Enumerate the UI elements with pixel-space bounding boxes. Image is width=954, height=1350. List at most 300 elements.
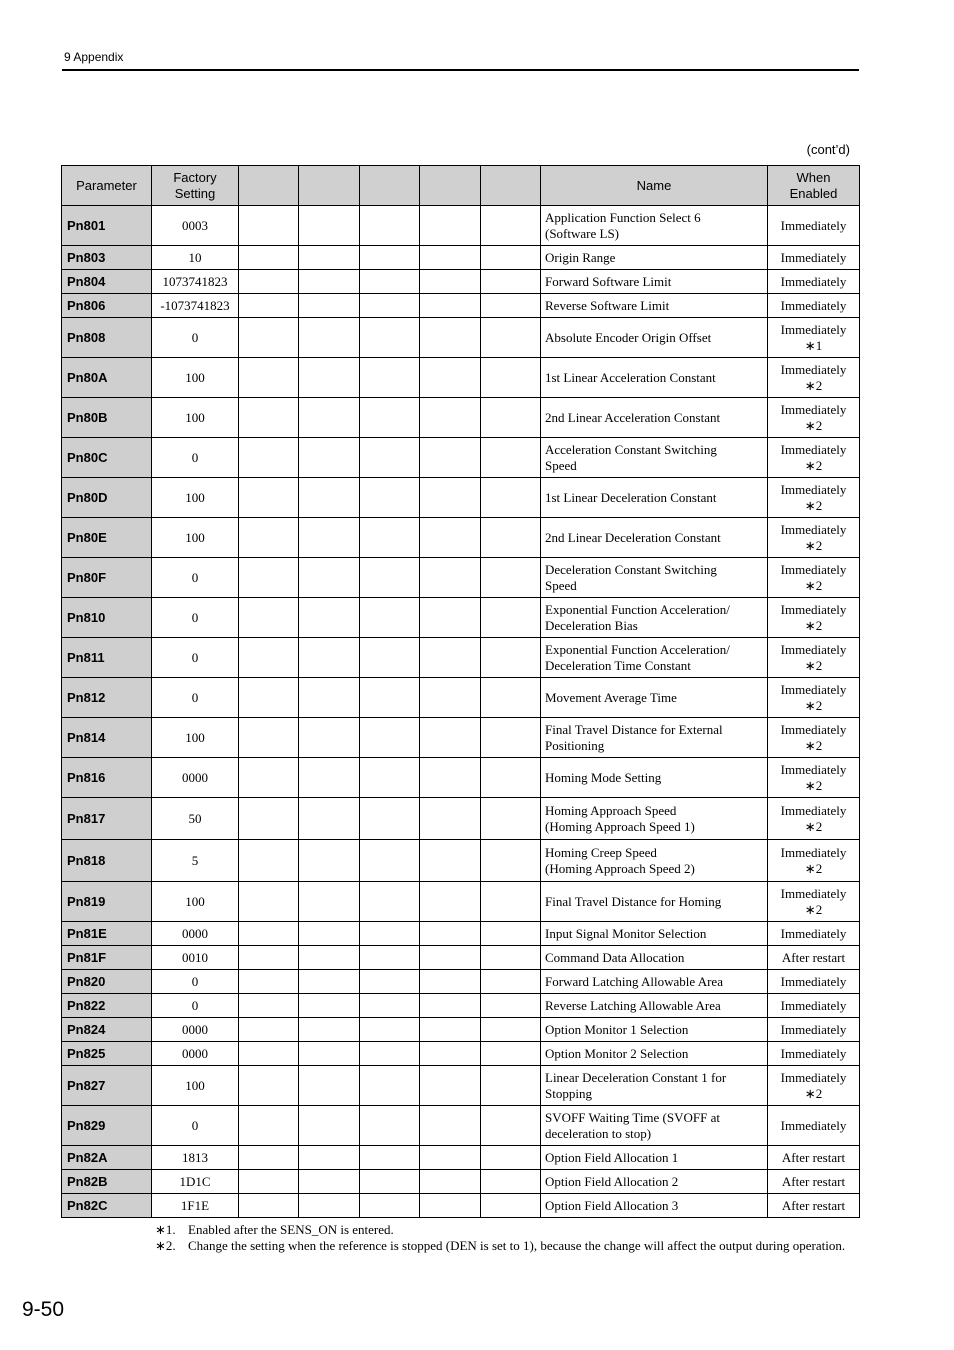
blank-cell (420, 758, 481, 798)
footnote-2 (155, 1238, 855, 1254)
blank-cell (481, 798, 541, 840)
table-row (62, 970, 860, 994)
blank-cell (299, 1170, 360, 1194)
name-cell: Forward Latching Allowable Area (541, 970, 768, 994)
parameter-table (61, 165, 860, 1218)
blank-cell (299, 1106, 360, 1146)
blank-cell (299, 922, 360, 946)
when-enabled-cell: Immediately ∗1 (768, 318, 860, 358)
blank-cell (299, 1146, 360, 1170)
parameter-cell: Pn810 (62, 598, 152, 638)
blank-cell (239, 294, 299, 318)
blank-cell (481, 1066, 541, 1106)
header-blank-2 (299, 166, 360, 206)
blank-cell (481, 922, 541, 946)
blank-cell (360, 1066, 420, 1106)
blank-cell (481, 478, 541, 518)
blank-cell (299, 558, 360, 598)
blank-cell (481, 598, 541, 638)
blank-cell (360, 246, 420, 270)
table-row (62, 558, 860, 598)
factory-setting-cell: 0 (152, 318, 239, 358)
blank-cell (420, 882, 481, 922)
page-number: 9-50 (22, 1298, 65, 1321)
when-enabled-cell: Immediately ∗2 (768, 678, 860, 718)
blank-cell (360, 882, 420, 922)
blank-cell (299, 882, 360, 922)
blank-cell (481, 1018, 541, 1042)
when-enabled-cell: Immediately ∗2 (768, 558, 860, 598)
blank-cell (239, 438, 299, 478)
when-enabled-cell: Immediately ∗2 (768, 798, 860, 840)
blank-cell (420, 970, 481, 994)
when-enabled-cell: Immediately ∗2 (768, 478, 860, 518)
blank-cell (299, 358, 360, 398)
blank-cell (481, 718, 541, 758)
factory-setting-cell: 10 (152, 246, 239, 270)
blank-cell (360, 518, 420, 558)
table-row (62, 946, 860, 970)
parameter-cell: Pn806 (62, 294, 152, 318)
table-row (62, 358, 860, 398)
blank-cell (481, 270, 541, 294)
parameter-cell: Pn822 (62, 994, 152, 1018)
blank-cell (239, 718, 299, 758)
blank-cell (420, 246, 481, 270)
blank-cell (420, 358, 481, 398)
when-enabled-cell: Immediately ∗2 (768, 398, 860, 438)
blank-cell (420, 678, 481, 718)
parameter-cell: Pn82A (62, 1146, 152, 1170)
blank-cell (239, 678, 299, 718)
blank-cell (360, 270, 420, 294)
factory-setting-cell: 100 (152, 1066, 239, 1106)
blank-cell (420, 1194, 481, 1218)
blank-cell (481, 994, 541, 1018)
blank-cell (239, 840, 299, 882)
parameter-cell: Pn812 (62, 678, 152, 718)
blank-cell (420, 1042, 481, 1066)
blank-cell (481, 678, 541, 718)
when-enabled-cell: Immediately ∗2 (768, 518, 860, 558)
parameter-cell: Pn820 (62, 970, 152, 994)
header-rule (62, 69, 859, 71)
factory-setting-cell: 100 (152, 358, 239, 398)
blank-cell (239, 518, 299, 558)
parameter-cell: Pn82B (62, 1170, 152, 1194)
blank-cell (239, 598, 299, 638)
parameter-cell: Pn829 (62, 1106, 152, 1146)
blank-cell (299, 294, 360, 318)
blank-cell (481, 518, 541, 558)
table-row (62, 1106, 860, 1146)
blank-cell (420, 1106, 481, 1146)
blank-cell (420, 518, 481, 558)
factory-setting-cell: 100 (152, 518, 239, 558)
blank-cell (360, 840, 420, 882)
blank-cell (360, 598, 420, 638)
blank-cell (239, 798, 299, 840)
blank-cell (239, 1018, 299, 1042)
factory-setting-cell: 100 (152, 478, 239, 518)
when-enabled-cell: Immediately ∗2 (768, 638, 860, 678)
footnote-1-text: Enabled after the SENS_ON is entered. (188, 1222, 394, 1237)
blank-cell (420, 318, 481, 358)
blank-cell (239, 970, 299, 994)
table-row (62, 270, 860, 294)
blank-cell (481, 318, 541, 358)
table-row (62, 1066, 860, 1106)
name-cell: Absolute Encoder Origin Offset (541, 318, 768, 358)
factory-setting-cell: 100 (152, 718, 239, 758)
table-row (62, 758, 860, 798)
factory-setting-cell: 0 (152, 638, 239, 678)
blank-cell (299, 206, 360, 246)
table-row (62, 718, 860, 758)
when-enabled-cell: Immediately ∗2 (768, 882, 860, 922)
name-cell: Final Travel Distance for Homing (541, 882, 768, 922)
blank-cell (299, 270, 360, 294)
table-row (62, 994, 860, 1018)
when-enabled-cell: After restart (768, 946, 860, 970)
parameter-cell: Pn80D (62, 478, 152, 518)
footnote-2-text: Change the setting when the reference is stopped (DEN is set to 1), because the change will affect the output during operation. (188, 1238, 846, 1253)
blank-cell (420, 840, 481, 882)
blank-cell (420, 1018, 481, 1042)
blank-cell (481, 294, 541, 318)
blank-cell (239, 1066, 299, 1106)
blank-cell (481, 206, 541, 246)
table-row (62, 478, 860, 518)
table-row (62, 638, 860, 678)
blank-cell (239, 558, 299, 598)
parameter-cell: Pn827 (62, 1066, 152, 1106)
header-parameter: Parameter (62, 166, 152, 206)
blank-cell (360, 1106, 420, 1146)
blank-cell (299, 1066, 360, 1106)
blank-cell (239, 1170, 299, 1194)
factory-setting-cell: 5 (152, 840, 239, 882)
factory-setting-cell: 100 (152, 882, 239, 922)
blank-cell (481, 840, 541, 882)
blank-cell (360, 994, 420, 1018)
blank-cell (481, 558, 541, 598)
factory-setting-cell: 0000 (152, 758, 239, 798)
when-enabled-cell: Immediately (768, 994, 860, 1018)
factory-setting-cell: 100 (152, 398, 239, 438)
blank-cell (360, 970, 420, 994)
blank-cell (420, 598, 481, 638)
blank-cell (481, 882, 541, 922)
parameter-cell: Pn82C (62, 1194, 152, 1218)
table-row (62, 840, 860, 882)
blank-cell (481, 946, 541, 970)
table-row (62, 206, 860, 246)
blank-cell (299, 1018, 360, 1042)
blank-cell (360, 1042, 420, 1066)
blank-cell (239, 478, 299, 518)
header-factory-setting: Factory Setting (152, 166, 239, 206)
when-enabled-cell: Immediately (768, 270, 860, 294)
blank-cell (481, 438, 541, 478)
when-enabled-cell: Immediately ∗2 (768, 358, 860, 398)
blank-cell (420, 398, 481, 438)
blank-cell (420, 478, 481, 518)
parameter-rows (62, 206, 860, 1218)
name-cell: Origin Range (541, 246, 768, 270)
blank-cell (420, 438, 481, 478)
when-enabled-cell: Immediately (768, 922, 860, 946)
continued-label: (cont’d) (806, 142, 850, 157)
when-enabled-cell: After restart (768, 1146, 860, 1170)
when-enabled-cell: Immediately (768, 1106, 860, 1146)
blank-cell (299, 994, 360, 1018)
blank-cell (299, 478, 360, 518)
blank-cell (420, 798, 481, 840)
blank-cell (299, 758, 360, 798)
when-enabled-cell: After restart (768, 1170, 860, 1194)
table-row (62, 922, 860, 946)
blank-cell (481, 970, 541, 994)
footnote-1-mark: ∗1. (155, 1222, 176, 1237)
blank-cell (239, 946, 299, 970)
parameter-cell: Pn81F (62, 946, 152, 970)
factory-setting-cell: 0 (152, 970, 239, 994)
blank-cell (239, 638, 299, 678)
blank-cell (360, 758, 420, 798)
blank-cell (360, 1194, 420, 1218)
name-cell: Option Field Allocation 1 (541, 1146, 768, 1170)
factory-setting-cell: 1F1E (152, 1194, 239, 1218)
blank-cell (360, 718, 420, 758)
parameter-cell: Pn814 (62, 718, 152, 758)
name-cell: Reverse Latching Allowable Area (541, 994, 768, 1018)
table-row (62, 1042, 860, 1066)
blank-cell (239, 398, 299, 438)
name-cell: Final Travel Distance for External Positioning (541, 718, 768, 758)
blank-cell (360, 358, 420, 398)
factory-setting-cell: 0000 (152, 1018, 239, 1042)
blank-cell (239, 246, 299, 270)
blank-cell (299, 840, 360, 882)
table-row (62, 1170, 860, 1194)
name-cell: Exponential Function Acceleration/ Deceleration Time Constant (541, 638, 768, 678)
blank-cell (420, 294, 481, 318)
header-name: Name (541, 166, 768, 206)
blank-cell (360, 318, 420, 358)
blank-cell (360, 398, 420, 438)
blank-cell (299, 318, 360, 358)
name-cell: SVOFF Waiting Time (SVOFF at deceleration to stop) (541, 1106, 768, 1146)
blank-cell (481, 1042, 541, 1066)
when-enabled-cell: Immediately (768, 294, 860, 318)
parameter-cell: Pn825 (62, 1042, 152, 1066)
blank-cell (360, 1170, 420, 1194)
blank-cell (239, 358, 299, 398)
blank-cell (360, 922, 420, 946)
name-cell: Application Function Select 6 (Software LS) (541, 206, 768, 246)
parameter-cell: Pn80F (62, 558, 152, 598)
when-enabled-cell: After restart (768, 1194, 860, 1218)
blank-cell (360, 638, 420, 678)
when-enabled-cell: Immediately (768, 206, 860, 246)
parameter-cell: Pn818 (62, 840, 152, 882)
header-blank-4 (420, 166, 481, 206)
blank-cell (481, 638, 541, 678)
blank-cell (481, 246, 541, 270)
name-cell: 2nd Linear Acceleration Constant (541, 398, 768, 438)
header-when-enabled: When Enabled (768, 166, 860, 206)
table-row (62, 246, 860, 270)
blank-cell (299, 1042, 360, 1066)
table-row (62, 1146, 860, 1170)
parameter-cell: Pn811 (62, 638, 152, 678)
factory-setting-cell: 1813 (152, 1146, 239, 1170)
blank-cell (239, 318, 299, 358)
blank-cell (299, 598, 360, 638)
blank-cell (299, 638, 360, 678)
blank-cell (481, 358, 541, 398)
table-row (62, 294, 860, 318)
table-row (62, 438, 860, 478)
name-cell: Acceleration Constant Switching Speed (541, 438, 768, 478)
blank-cell (420, 1170, 481, 1194)
parameter-cell: Pn808 (62, 318, 152, 358)
parameter-cell: Pn80C (62, 438, 152, 478)
blank-cell (360, 206, 420, 246)
blank-cell (299, 970, 360, 994)
header-blank-3 (360, 166, 420, 206)
name-cell: Option Field Allocation 2 (541, 1170, 768, 1194)
parameter-cell: Pn801 (62, 206, 152, 246)
blank-cell (420, 270, 481, 294)
name-cell: 1st Linear Acceleration Constant (541, 358, 768, 398)
factory-setting-cell: 0000 (152, 922, 239, 946)
blank-cell (239, 882, 299, 922)
when-enabled-cell: Immediately (768, 1042, 860, 1066)
parameter-cell: Pn80E (62, 518, 152, 558)
name-cell: 2nd Linear Deceleration Constant (541, 518, 768, 558)
blank-cell (239, 1042, 299, 1066)
factory-setting-cell: 0000 (152, 1042, 239, 1066)
blank-cell (299, 518, 360, 558)
blank-cell (360, 798, 420, 840)
table-row (62, 518, 860, 558)
blank-cell (360, 1018, 420, 1042)
name-cell: Linear Deceleration Constant 1 for Stopping (541, 1066, 768, 1106)
footnote-2-mark: ∗2. (155, 1238, 176, 1253)
when-enabled-cell: Immediately ∗2 (768, 598, 860, 638)
blank-cell (299, 678, 360, 718)
when-enabled-cell: Immediately ∗2 (768, 718, 860, 758)
blank-cell (481, 1170, 541, 1194)
blank-cell (360, 294, 420, 318)
blank-cell (299, 246, 360, 270)
factory-setting-cell: 1073741823 (152, 270, 239, 294)
factory-setting-cell: 0 (152, 438, 239, 478)
table-row (62, 1194, 860, 1218)
blank-cell (481, 758, 541, 798)
blank-cell (420, 946, 481, 970)
blank-cell (420, 1146, 481, 1170)
footnote-1 (155, 1222, 855, 1238)
parameter-cell: Pn81E (62, 922, 152, 946)
when-enabled-cell: Immediately ∗2 (768, 1066, 860, 1106)
blank-cell (239, 270, 299, 294)
blank-cell (239, 1106, 299, 1146)
blank-cell (481, 398, 541, 438)
name-cell: Homing Creep Speed (Homing Approach Speed 2) (541, 840, 768, 882)
blank-cell (239, 206, 299, 246)
when-enabled-cell: Immediately (768, 1018, 860, 1042)
blank-cell (299, 718, 360, 758)
parameter-cell: Pn804 (62, 270, 152, 294)
blank-cell (420, 638, 481, 678)
when-enabled-cell: Immediately ∗2 (768, 758, 860, 798)
factory-setting-cell: 0 (152, 598, 239, 638)
parameter-cell: Pn816 (62, 758, 152, 798)
factory-setting-cell: 0 (152, 558, 239, 598)
table-row (62, 798, 860, 840)
blank-cell (360, 678, 420, 718)
parameter-cell: Pn80A (62, 358, 152, 398)
blank-cell (420, 994, 481, 1018)
table-row (62, 882, 860, 922)
factory-setting-cell: -1073741823 (152, 294, 239, 318)
blank-cell (360, 946, 420, 970)
name-cell: 1st Linear Deceleration Constant (541, 478, 768, 518)
blank-cell (299, 398, 360, 438)
blank-cell (420, 1066, 481, 1106)
name-cell: Input Signal Monitor Selection (541, 922, 768, 946)
parameter-cell: Pn819 (62, 882, 152, 922)
header-blank-5 (481, 166, 541, 206)
blank-cell (481, 1146, 541, 1170)
blank-cell (360, 438, 420, 478)
name-cell: Forward Software Limit (541, 270, 768, 294)
parameter-cell: Pn824 (62, 1018, 152, 1042)
name-cell: Homing Mode Setting (541, 758, 768, 798)
blank-cell (360, 478, 420, 518)
blank-cell (299, 946, 360, 970)
blank-cell (299, 1194, 360, 1218)
when-enabled-cell: Immediately (768, 246, 860, 270)
factory-setting-cell: 1D1C (152, 1170, 239, 1194)
factory-setting-cell: 0003 (152, 206, 239, 246)
table-row (62, 598, 860, 638)
name-cell: Option Field Allocation 3 (541, 1194, 768, 1218)
factory-setting-cell: 0 (152, 1106, 239, 1146)
blank-cell (481, 1194, 541, 1218)
blank-cell (239, 1194, 299, 1218)
blank-cell (239, 994, 299, 1018)
blank-cell (299, 438, 360, 478)
blank-cell (239, 758, 299, 798)
parameter-cell: Pn80B (62, 398, 152, 438)
parameter-cell: Pn817 (62, 798, 152, 840)
factory-setting-cell: 0 (152, 678, 239, 718)
table-row (62, 318, 860, 358)
factory-setting-cell: 0010 (152, 946, 239, 970)
blank-cell (481, 1106, 541, 1146)
blank-cell (420, 558, 481, 598)
name-cell: Command Data Allocation (541, 946, 768, 970)
when-enabled-cell: Immediately (768, 970, 860, 994)
blank-cell (420, 718, 481, 758)
name-cell: Homing Approach Speed (Homing Approach Speed 1) (541, 798, 768, 840)
factory-setting-cell: 50 (152, 798, 239, 840)
when-enabled-cell: Immediately ∗2 (768, 438, 860, 478)
